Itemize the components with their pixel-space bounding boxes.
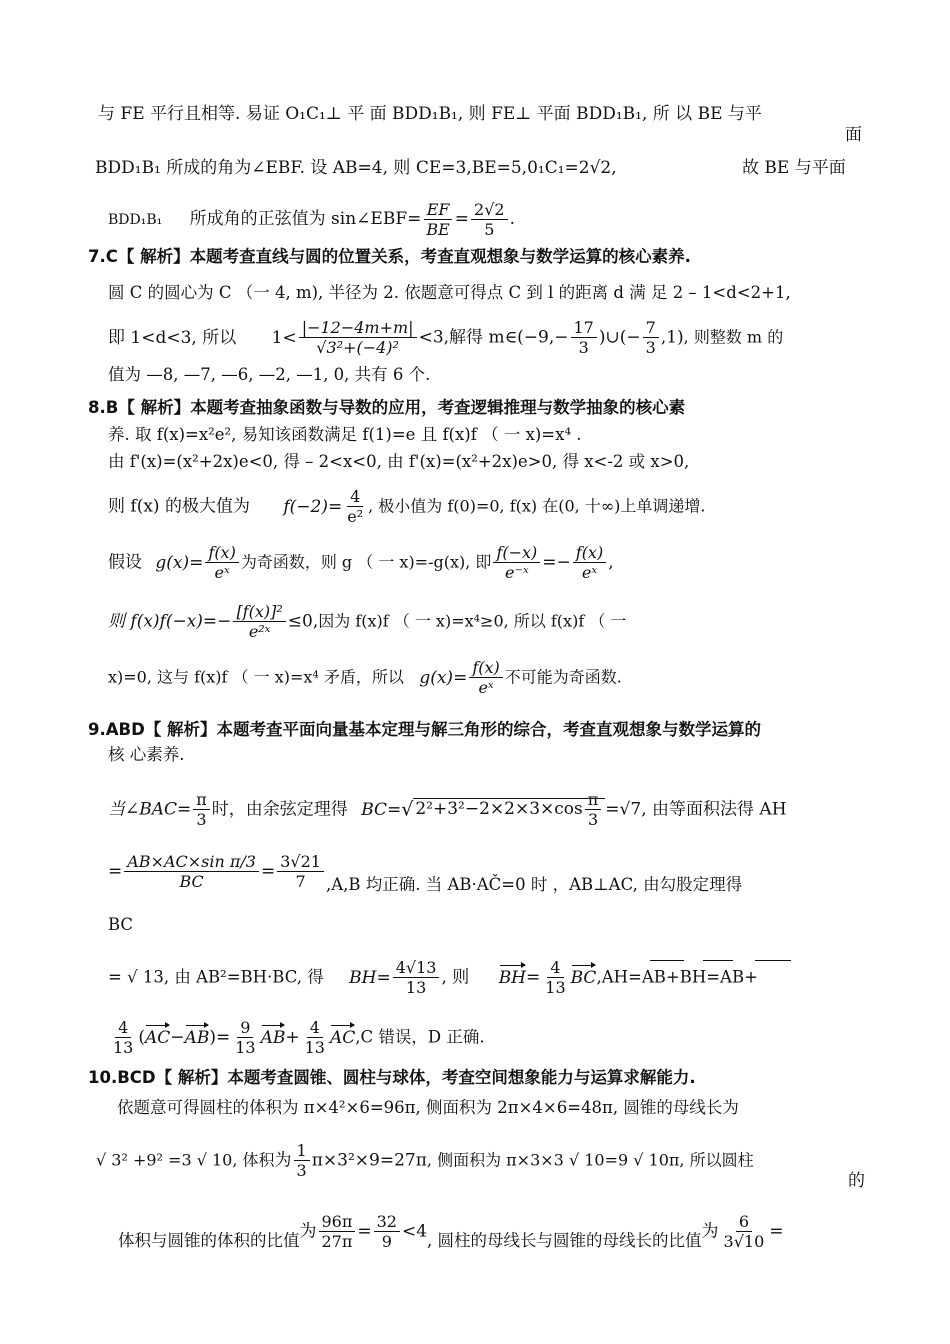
fraction-denominator: 7	[295, 872, 306, 891]
text-line	[96, 1141, 754, 1180]
question-heading-7: 7.C【 解析】本题考查直线与圆的位置关系，考查直观想象与数学运算的核心素养.	[88, 247, 691, 266]
fraction-denominator: 3	[587, 810, 599, 829]
vector: AC	[329, 1027, 356, 1048]
text-span: ,1)	[660, 327, 684, 348]
question-heading-8: 8.B【 解析】本题考查抽象函数与导数的应用，考查逻辑推理与数学抽象的核心素	[88, 398, 686, 417]
overline	[703, 960, 733, 961]
text-span: , 则	[441, 967, 470, 988]
fraction	[721, 1212, 768, 1251]
text-line: 依题意可得圆柱的体积为 π×4²×6=96π, 侧面积为 2π×4×6=48π, 圆锥的母线长为	[117, 1098, 739, 1117]
fraction-denominator: e²	[347, 507, 364, 526]
text-span: ,A,B 均正确. 当 AB·AČ=0 时 ，AB⊥AC, 由勾股定理得	[325, 875, 743, 894]
text-span: .	[509, 209, 516, 229]
fraction-denominator: √3²+(−4)²	[316, 338, 399, 357]
fraction-numerator: π	[193, 790, 210, 810]
text-line: 与 FE 平行且相等. 易证 O₁C₁⊥ 平 面 BDD₁B₁, 则 FE⊥ 平面 BDD₁B₁, 所 以 BE 与平	[98, 104, 762, 124]
text-span: ,	[608, 552, 614, 573]
fraction	[302, 1018, 328, 1057]
text-span: BC=	[361, 799, 402, 820]
text-line	[108, 852, 742, 896]
text-span: 即 1<d<3, 所以	[108, 327, 237, 348]
text-span: −	[170, 1027, 185, 1048]
fraction-denominator: 5	[484, 220, 495, 239]
fraction-denominator: e⁻ˣ	[505, 563, 529, 582]
vector: AC	[145, 1027, 171, 1048]
fraction-numerator: 96π	[319, 1212, 356, 1232]
question-heading-9: 9.ABD【 解析】本题考查平面向量基本定理与解三角形的综合，考查直观想象与数学运算的	[88, 720, 762, 739]
text-line: 圆 C 的圆心为 C （一 4, m), 半径为 2. 依题意可得点 C 到 l 的距离 d 满 足 2 – 1<d<2+1,	[108, 283, 791, 302]
fraction	[233, 602, 285, 641]
fraction-denominator: 3√10	[723, 1232, 765, 1251]
text-span: , 极小值为 f(0)=0, f(x) 在(0, 十∞)上单调递增.	[368, 496, 706, 516]
fraction-denominator: BC	[179, 872, 204, 891]
fraction-numerator: f(x)	[205, 543, 238, 563]
fraction-numerator: 4	[347, 487, 363, 507]
fraction-denominator: eˣ	[581, 563, 598, 582]
fraction-denominator: 27π	[321, 1232, 353, 1251]
fraction	[193, 790, 210, 829]
text-span: 为	[701, 1221, 719, 1242]
text-span: =	[526, 967, 541, 988]
fraction	[232, 1018, 258, 1057]
text-line	[108, 487, 706, 526]
fraction-numerator: 3√21	[277, 852, 324, 872]
fraction-numerator: 17	[571, 318, 597, 338]
text-span: 则 f(x) 的极大值为	[108, 496, 250, 517]
fraction	[294, 1141, 310, 1180]
overline	[755, 960, 791, 961]
fraction-denominator: eˣ	[478, 678, 494, 697]
text-span: =	[769, 1221, 784, 1242]
fraction	[393, 958, 440, 997]
fraction-numerator: 7	[643, 318, 659, 338]
vector: BH	[498, 967, 527, 988]
fraction-numerator: 32	[374, 1212, 400, 1232]
text-span: <4	[401, 1221, 428, 1242]
fraction-numerator: 2√2	[471, 200, 508, 220]
text-span: , 圆柱的母线长与圆锥的母线长的比值	[427, 1231, 702, 1250]
text-span: =	[260, 861, 276, 882]
text-span: =−	[542, 552, 571, 573]
text-line	[108, 790, 787, 829]
fraction-denominator: 9	[381, 1232, 392, 1251]
fraction-denominator: 3	[296, 1161, 307, 1180]
text-line: 由 f'(x)=(x²+2x)e<0, 得 – 2<x<0, 由 f'(x)=(x²+2x)e>0, 得 x<-2 或 x>0,	[108, 452, 690, 471]
fraction-denominator: e²ˣ	[248, 622, 271, 641]
fraction-denominator: 3	[645, 338, 656, 357]
text-line	[108, 958, 758, 997]
text-span: <3,解得 m∈(−9,−	[418, 327, 569, 348]
text-line: BC	[108, 915, 134, 934]
fraction-denominator: BE	[426, 220, 450, 239]
text-span: , 则整数 m 的	[683, 327, 784, 347]
fraction	[643, 318, 659, 357]
fraction	[571, 318, 597, 357]
vector: AB	[260, 1027, 286, 1048]
text-line: 值为 —8, —7, —6, —2, —1, 0, 共有 6 个.	[108, 365, 431, 384]
radical-sign: √	[401, 798, 414, 821]
fraction	[374, 1212, 400, 1251]
text-line: BDD₁B₁ 所成的角为∠EBF. 设 AB=4, 则 CE=3,BE=5,0₁C₁=2√2,	[95, 158, 617, 178]
fraction-numerator: [f(x)]²	[233, 602, 285, 622]
fraction-denominator: 13	[405, 978, 427, 997]
fraction	[299, 318, 417, 357]
text-span: +	[285, 1027, 300, 1048]
text-line: 面	[845, 125, 862, 145]
text-span: 当∠BAC=	[108, 799, 192, 820]
fraction	[585, 790, 602, 829]
text-span: 为奇函数，则 g （ 一 x)=-g(x), 即	[240, 552, 492, 572]
text-span: x)=0, 这与 f(x)f （ 一 x)=x⁴ 矛盾，所以	[108, 667, 404, 687]
vector: AB	[184, 1027, 210, 1048]
text-span: =	[108, 861, 123, 882]
fraction-denominator: 13	[545, 978, 566, 997]
text-line	[108, 1018, 485, 1057]
text-span: )∪(−	[598, 327, 641, 348]
text-span: g(x)=	[419, 667, 468, 688]
text-span: 所成角的正弦值为 sin∠EBF=	[189, 209, 422, 229]
fraction	[423, 200, 452, 239]
text-span: f(−2)=	[283, 496, 343, 517]
text-span: 则 f(x)f(−x)=−	[108, 611, 232, 632]
fraction	[542, 958, 568, 997]
text-line	[108, 318, 783, 357]
question-heading-10: 10.BCD【 解析】本题考查圆锥、圆柱与球体，考查空间想象能力与运算求解能力.	[88, 1068, 696, 1087]
fraction	[319, 1212, 356, 1251]
text-span: 不可能为奇函数.	[504, 667, 622, 687]
text-line	[118, 1212, 784, 1252]
fraction-numerator: 4	[115, 1018, 131, 1038]
text-line: BDD₁B₁ 所成角的正弦值为 sin∠EBF= $\frac{EF}{BE}$ = $\frac{2√2}{5}$ .	[108, 200, 516, 239]
fraction-numerator: 6	[736, 1212, 752, 1232]
fraction-numerator: f(x)	[573, 543, 606, 563]
text-span: 1<	[271, 327, 297, 348]
text-span: π×3²×9=27π	[311, 1150, 427, 1171]
text-span: 时，由余弦定理得	[211, 799, 348, 820]
fraction-denominator: 13	[113, 1038, 134, 1057]
fraction	[110, 1018, 136, 1057]
fraction-numerator: EF	[424, 200, 453, 220]
text-span: =	[357, 1221, 372, 1242]
overline	[650, 960, 684, 961]
text-line: 核 心素养.	[108, 745, 185, 764]
fraction-numerator: f(x)	[469, 658, 502, 678]
fraction	[493, 543, 540, 582]
radicand	[413, 790, 605, 829]
fraction-numerator: 1	[294, 1141, 310, 1161]
text-line: 故 BE 与平面	[742, 158, 846, 178]
fraction	[205, 543, 238, 582]
text-span: 因为 f(x)f （ 一 x)=x⁴≥0, 所以 f(x)f （ 一	[318, 611, 627, 631]
text-span: )=	[209, 1027, 231, 1048]
text-span: 体积与圆锥的体积的比值	[118, 1231, 300, 1250]
text-span: √ 3² +9² =3 √ 10, 体积	[96, 1150, 275, 1170]
text-span: 为	[299, 1221, 317, 1242]
fraction	[124, 852, 259, 891]
text-span: , 侧面积为 π×3×3 √ 10=9 √ 10π, 所以圆柱	[426, 1150, 754, 1170]
fraction	[469, 658, 502, 697]
fraction-numerator: 4	[547, 958, 563, 978]
fraction	[277, 852, 324, 891]
text-span: ≤0,	[287, 611, 319, 632]
text-line: 养. 取 f(x)=x²e², 易知该函数满足 f(1)=e 且 f(x)f （ 一 x)=x⁴ .	[108, 425, 582, 444]
text-span: 2²+3²−2×2×3×cos	[415, 799, 583, 819]
fraction-denominator: eˣ	[214, 563, 230, 582]
fraction-denominator: 13	[235, 1038, 256, 1057]
text-line	[108, 543, 614, 582]
text-span: BDD₁B₁	[108, 212, 163, 228]
text-line	[108, 658, 622, 697]
fraction-numerator: |−12−4m+m|	[299, 318, 417, 338]
text-span: 为	[274, 1150, 292, 1171]
text-span: 假设	[108, 552, 142, 573]
fraction-denominator: 3	[196, 810, 207, 829]
vector: BC	[570, 967, 597, 988]
fraction	[471, 200, 508, 239]
text-span: ,C 错误，D 正确.	[355, 1027, 485, 1047]
fraction-denominator: 13	[304, 1038, 325, 1057]
fraction-numerator: 9	[237, 1018, 253, 1038]
fraction	[573, 543, 606, 582]
text-span: g(x)=	[155, 552, 204, 573]
text-span: = √ 13, 由 AB²=BH·BC, 得	[108, 967, 324, 987]
text-span: =√7	[605, 799, 642, 820]
fraction-numerator: AB×AC×sin π/3	[124, 852, 259, 872]
text-line	[108, 602, 626, 641]
fraction	[344, 487, 366, 526]
text-span: BH=	[349, 967, 391, 988]
fraction-numerator: 4√13	[393, 958, 440, 978]
fraction-numerator: 4	[307, 1018, 323, 1038]
fraction-denominator: 3	[578, 338, 589, 357]
text-span: (	[138, 1027, 145, 1048]
text-line: 的	[848, 1171, 865, 1191]
text-span: ,AH=AB+BH=AB+	[596, 967, 758, 987]
fraction-numerator: π	[585, 790, 602, 810]
text-span: , 由等面积法得 AH	[641, 799, 787, 820]
fraction-numerator: f(−x)	[493, 543, 540, 563]
